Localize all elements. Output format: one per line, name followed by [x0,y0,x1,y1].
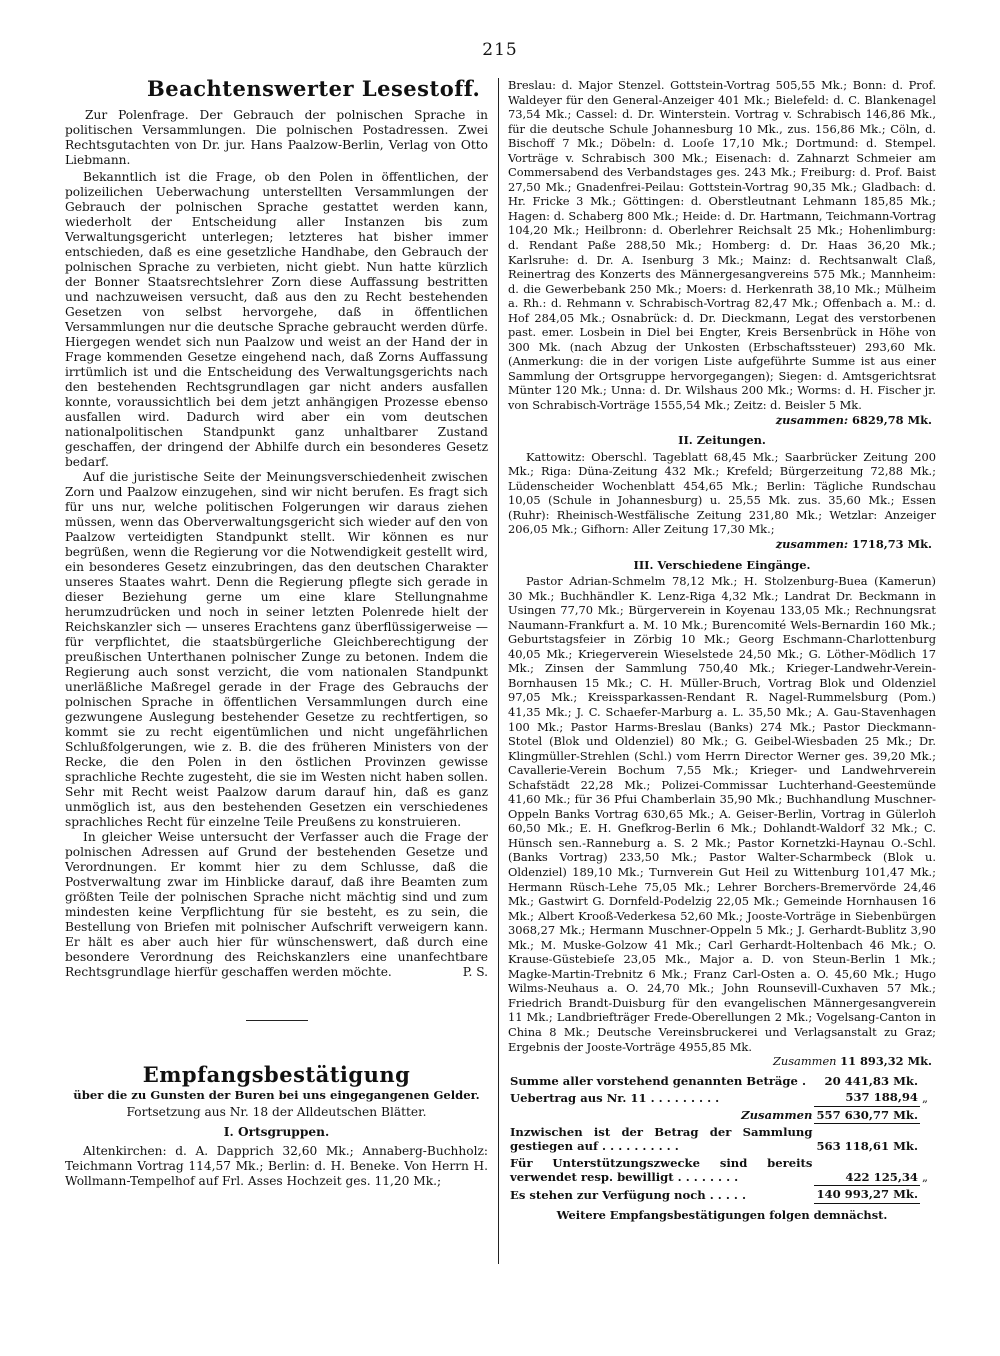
summary-label: Es stehen zur Verfügung noch . . . . . [510,1187,747,1202]
page-number: 215 [482,40,518,60]
section-zeitungen-heading: II. Zeitungen. [678,433,766,448]
verschiedene-total-label: Zusammen [772,1054,837,1069]
article-heading: Beachtenswerter Lesestoff. [147,76,481,101]
column-divider [498,78,499,1264]
summary-label: Für Unterstützungszwecke sind bereits verwendet resp. bewilligt . . . . . . . . [510,1155,813,1185]
ortsgruppen-total-amount: 6829,78 Mk. [852,412,932,427]
confirmation-subtitle: über die zu Gunsten der Buren bei uns eingegangenen Gelder. [73,1088,480,1102]
ortsgruppen-total-label: zusammen: [775,412,849,427]
section-divider [246,1020,308,1021]
summary-mark [920,1124,936,1155]
summary-mark: „ [922,1090,929,1105]
summary-amount: 140 993,27 Mk. [814,1186,920,1204]
summary-row [508,1186,936,1204]
verschiedene-total [508,1054,936,1069]
verschiedene-total-amount: 11 893,32 Mk. [840,1054,932,1069]
summary-label: Uebertrag aus Nr. 11 . . . . . . . . . [510,1090,720,1105]
summary-row [508,1073,936,1090]
zeitungen-total-label: zusammen: [775,536,849,551]
right-column [508,78,936,1223]
article-signature: P. S. [462,965,488,979]
article-paragraph-3 [65,830,488,980]
ortsgruppen-list-continued: Breslau: d. Major Stenzel. Gottstein-Vortrag 505,55 Mk.; Bonn: d. Prof. Waldeyer für den General-Anzeiger 401 Mk.; Bielefeld: d. C. Blankenagel 73,54 Mk.; Cassel: d. Dr. Winterstein. Vortrag v. Schrabisch 146,86 Mk., für die deutsche Schule Johannesburg 10 Mk., zus. 156,86 Mk.; Cöln, d. Bischoff 7 Mk.; Döbeln: d. Looſe 17,10 Mk.; Dortmund: d. Stempel. Vorträge v. Schrabisch 300 Mk.; Eisenach: d. Zahnarzt Schmeier am Commersabend des Verbandstages ges. 243 Mk.; Freiburg: d. Prof. Baist 27,50 Mk.; Gnadenfrei-Peilau: Gottstein-Vortrag 90,35 Mk.; Gladbach: d. Hr. Fricke 3 Mk.; Göttingen: d. Oberstleutnant Lehmann 185,85 Mk.; Hagen: d. Schaberg 800 Mk.; Heide: d. Dr. Hartmann, Teichmann-Vortrag 104,20 Mk.; Heilbronn: d. Oberlehrer Reichsalt 25 Mk.; Hohenlimburg: d. Rendant Paße 288,50 Mk.; Homberg: d. Dr. Haas 36,20 Mk.; Karlsruhe: d. Dr. A. Isenburg 3 Mk.; Mainz: d. Rechtsanwalt Claß, Reinertrag des Konzerts des Männergesangvereins 575 Mk.; Mannheim: d. die Gewerbebank 250 Mk.; Moers: d. Herkenrath 38,10 Mk.; Mülheim a. Rh.: d. Rehmann v. Schrabisch-Vortrag 82,47 Mk.; Offenbach a. M.: d. Hof 284,05 Mk.; Osnabrück: d. Dr. Dieckmann, Legat des verstorbenen past. emer. Losbein in Diel bei Engter, Kreis Bersenbrück in Höhe von 300 Mk. (nach Abzug der Unkosten (Erbschaftssteuer) 293,60 Mk. (Anmerkung: die in der vorigen Liste aufgeführte Summe ist aus einer Sammlung der Ortsgruppe hervorgegangen); Siegen: d. Amtsgerichtsrat Münter 120 Mk.; Unna: d. Dr. Wilshaus 200 Mk.; Worms: d. H. Fischer jr. von Schrabisch-Vorträge 1555,54 Mk.; Zeitz: d. Beisler 5 Mk. [508,78,936,413]
summary-label: Summe aller vorstehend genannten Beträge . [510,1073,806,1088]
summary-mark [920,1186,936,1204]
article-paragraph-2: Auf die juristische Seite der Meinungsverschiedenheit zwischen Zorn und Paalzow einzugehen, sind wir nicht berufen. Es fragt sich für uns nur, welche politischen Folgerungen wir daraus ziehen müssen, wenn das Oberverwaltungsgericht sich wieder auf den von Paalzow verteidigten Standpunkt stellt. Wir können es nur begrüßen, wenn die Regierung vor die Notwendigkeit gestellt wird, ein besonderes Gesetz einzubringen, das den deutschen Charakter unseres Staates wahrt. Denn die Regierung pflegte sich gerade in dieser Beziehung gerne um eine klare Stellungnahme herumzudrücken und noch in seiner letzten Polenrede hielt der Reichskanzler sich — unseres Erachtens ganz überflüssigerweise — für verpflichtet, die staatsbürgerliche Gleichberechtigung der preußischen Unterthanen polnischer Zunge zu betonen. Indem die Regierung auch sonst verzicht, die vom nationalen Standpunkt unerläßliche Maßregel gerade in der Frage des Gebrauchs der polnischen Sprache in öffentlichen Versammlungen durch eine gezwungene Auslegung bestehender Gesetze zu rechtfertigen, so kommt sie zu recht eigentümlichen und nicht ungefährlichen Schlußfolgerungen, wie z. B. die des früheren Ministers von der Recke, die den Polen in den östlichen Provinzen gewisse sprachliche Rechte zugesteht, die sie im Westen nicht haben sollen. Sehr mit Recht weist Paalzow darum darauf hin, daß es ganz unmöglich ist, aus den bestehenden Gesetzen ein verschiedenes sprachliches Recht für einzelne Teile Preußens zu konstruieren. [65,470,488,829]
ortsgruppen-total [508,413,936,428]
article-paragraph-1: Bekanntlich ist die Frage, ob den Polen in öffentlichen, der polizeilichen Ueberwachung unterstellten Versammlungen der Gebrauch der polnischen Sprache gestattet werden kann, wiederholt der Entscheidung aller Instanzen bis zum Verwaltungsgericht unterlegen; letzteres hat bisher immer entschieden, daß es eine gesetzliche Handhabe, den Gebrauch der polnischen Sprache zu verbieten, nicht giebt. Nun hatte kürzlich der Bonner Staatsrechtslehrer Zorn diese Auffassung bestritten und nachzuweisen versucht, daß aus den zu Recht bestehenden Gesetzen von selbst hervorgehe, daß in öffentlichen Versammlungen nur die deutsche Sprache gebraucht werden dürfe. Hiergegen wendet sich nun Paalzow und weist an der Hand der in Frage kommenden Gesetze eingehend nach, daß Zorns Auffassung irrtümlich ist und die Entscheidung des Verwaltungsgerichts nach den bestehenden Rechtsgrundlagen gar nicht anders ausfallen konnte, voraussichtlich bei dem jetzt anhängigen Prozesse ebenso ausfallen wird. Dadurch wird aber ein vom deutschen nationalpolitischen Standpunkt ganz unhaltbarer Zustand geschaffen, der dringend der Abhilfe durch ein besonderes Gesetz bedarf. [65,170,488,469]
summary-row [508,1106,936,1124]
article-intro: Zur Polenfrage. Der Gebrauch der polnischen Sprache in politischen Versammlungen. Die polnischen Postadressen. Zwei Rechtsgutachten von Dr. jur. Hans Paalzow-Berlin, Verlag von Otto Liebmann. [65,108,488,167]
section-verschiedene-heading: III. Verschiedene Eingänge. [633,557,811,572]
summary-row [508,1155,936,1186]
summary-mark [920,1106,936,1124]
summary-label: Zusammen [741,1108,813,1123]
section-ortsgruppen-heading: I. Ortsgruppen. [223,1125,330,1139]
verschiedene-list: Pastor Adrian-Schmelm 78,12 Mk.; H. Stolzenburg-Buea (Kamerun) 30 Mk.; Buchhändler K. Lenz-Riga 4,32 Mk.; Landrat Dr. Beckmann in Usingen 77,70 Mk.; Bürgerverein in Koyenau 133,05 Mk.; Rechnungsrat Naumann-Frankfurt a. M. 10 Mk.; Burencomité Wels-Bernardin 160 Mk.; Geburtstagsfeier in Zörbig 10 Mk.; Georg Eschmann-Charlottenburg 40,05 Mk.; Kriegerverein Wieselstede 24,50 Mk.; G. Löther-Mödlich 17 Mk.; Zinsen der Sammlung 750,40 Mk.; Krieger-Landwehr-Verein-Bornhausen 15 Mk.; C. H. Müller-Bruch, Vortrag Blok und Oldenziel 97,05 Mk.; Kreissparkassen-Rendant R. Nagel-Rummelsburg (Pom.) 41,35 Mk.; J. C. Schaefer-Marburg a. L. 35,50 Mk.; A. Gau-Stavenhagen 100 Mk.; Pastor Harms-Breslau (Banks) 274 Mk.; Pastor Dieckmann-Stotel (Blok und Oldenziel) 80 Mk.; G. Geibel-Wiesbaden 25 Mk.; Dr. Klingmüller-Strehlen (Schl.) vom Herrn Director Werner ges. 39,20 Mk.; Cavallerie-Verein Bochum 7,55 Mk.; Krieger- und Landwehrverein Schafstädt 22,28 Mk.; Polizei-Commissar Luchterhand-Geestemünde 41,60 Mk.; für 36 Pfui Chamberlain 35,90 Mk.; Buchhandlung Muschner-Oppeln Banks Vortrag 630,65 Mk.; A. Geiser-Berlin, Vortrag in Gülerloh 60,50 Mk.; E. H. Gnefkrog-Berlin 6 Mk.; Dohlandt-Waldorf 32 Mk.; C. Hünsch sen.-Ranneburg a. S. 2 Mk.; Pastor Kornetzki-Haynau O.-Schl. (Banks Vortrag) 233,50 Mk.; Pastor Walter-Scharmbeck (Blok u. Oldenziel) 189,10 Mk.; Turnverein Gut Heil zu Wittenburg 101,47 Mk.; Hermann Rüsch-Lehe 75,05 Mk.; Lehrer Borchers-Bremervörde 24,46 Mk.; Gastwirt G. Dornfeld-Podelzig 22,05 Mk.; Gemeinde Hornhausen 16 Mk.; Albert Krooß-Vederkesa 52,60 Mk.; Jooste-Vorträge in Siebenbürgen 3068,27 Mk.; Hermann Muschner-Oppeln 5 Mk.; J. Gerhardt-Bublitz 3,90 Mk.; M. Muske-Golzow 41 Mk.; Carl Gerhardt-Holtenbach 46 Mk.; O. Krause-Güstebieſe 23,05 Mk., Major a. D. von Steun-Berlin 1 Mk.; Magke-Martin-Trebnitz 6 Mk.; Franz Carl-Osten a. O. 45,60 Mk.; Hugo Wilms-Neuhaus a. O. 24,70 Mk.; John Rounsevill-Cuxhaven 57 Mk.; Friedrich Brandt-Duisburg für den evangelischen Männergesangverein 11 Mk.; Landbriefträger Frede-Oberellungen 2 Mk.; Vogelsang-Canton in China 8 Mk.; Deutsche Vereinsbruckerei und Verlagsanstalt zu Graz; Ergebnis der Jooste-Vorträge 4955,85 Mk. [508,574,936,1054]
summary-mark: „ [922,1170,929,1185]
article-paragraph-3-text: In gleicher Weise untersucht der Verfasser auch die Frage der polnischen Adressen auf Grund der bestehenden Gesetze und Verordnungen. Er kommt hier zu dem Schlusse, daß die Postverwaltung zwar im Hinblicke darauf, daß ihre Beamten zum größten Teile der polnischen Sprache nicht mächtig sind und zum mindesten keine Verpflichtung für sie besteht, es zu sein, die Bestellung von Briefen mit polnischer Aufschrift verweigern kann. Er hält es aber auch hier für wünschenswert, daß durch eine besondere Verordnung des Reichskanzlers eine unanfechtbare Rechtsgrundlage hierfür geschaffen werden möchte. [65,830,488,979]
ortsgruppen-list-start: Altenkirchen: d. A. Dapprich 32,60 Mk.; Annaberg-Buchholz: Teichmann Vortrag 114,57 Mk.; Berlin: d. H. Beneke. Von Herrn H. Wollmann-Tempelhof auf Frl. Asses Hochzeit ges. 11,20 Mk.; [65,1144,488,1188]
summary-amount: 563 118,61 Mk. [816,1139,918,1154]
summary-amount: 557 630,77 Mk. [814,1106,920,1124]
summary-label: Inzwischen ist der Betrag der Sammlung gestiegen auf . . . . . . . . . . [510,1124,813,1154]
summary-row [508,1089,936,1106]
confirmation-continuation: Fortsetzung aus Nr. 18 der Alldeutschen Blätter. [126,1105,427,1119]
confirmation-heading: Empfangsbestätigung [142,1062,411,1087]
summary-amount: 20 441,83 Mk. [824,1073,918,1088]
zeitungen-total-amount: 1718,73 Mk. [852,536,932,551]
summary-table [508,1073,936,1204]
summary-amount: 422 125,34 [814,1155,920,1186]
zeitungen-list: Kattowitz: Oberschl. Tageblatt 68,45 Mk.; Saarbrücker Zeitung 200 Mk.; Riga: Düna-Zeitung 432 Mk.; Krefeld; Bürgerzeitung 72,88 Mk.; Lüdenscheider Wochenblatt 454,65 Mk.; Berlin: Tägliche Rundschau 10,05 (Schule in Johannesburg) u. 25,55 Mk. zus. 35,60 Mk.; Essen (Ruhr): Rheinisch-Westfälische Zeitung 231,80 Mk.; Wetzlar: Anzeiger 206,05 Mk.; Gifhorn: Aller Zeitung 17,30 Mk.; [508,449,936,537]
summary-row [508,1124,936,1155]
summary-amount: 537 188,94 [814,1089,920,1106]
zeitungen-total [508,537,936,552]
left-column [65,75,488,1189]
summary-mark [920,1073,936,1090]
final-note: Weitere Empfangsbestätigungen folgen demnächst. [556,1208,888,1223]
